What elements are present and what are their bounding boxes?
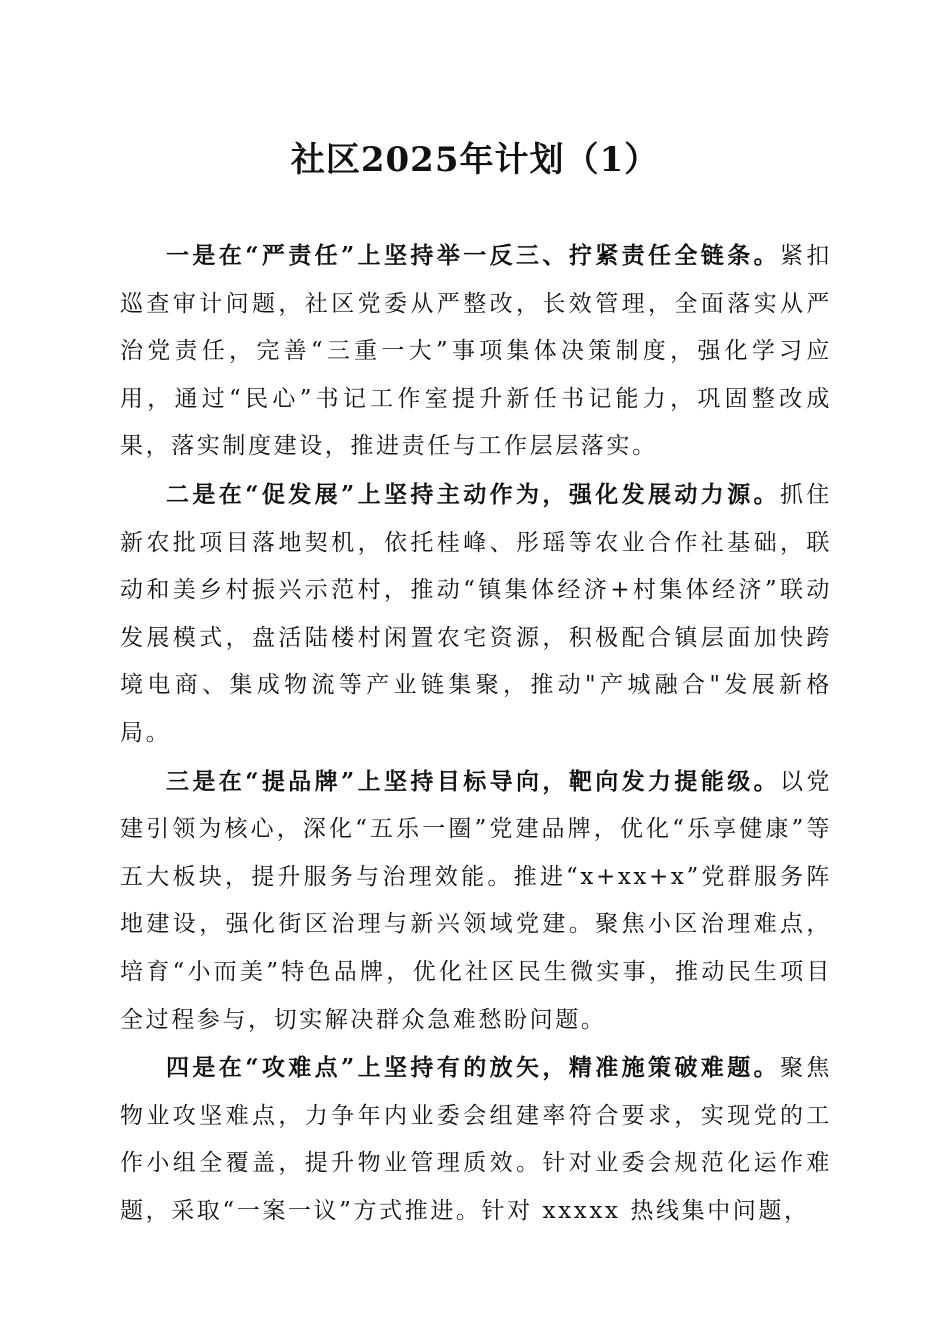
paragraph-4-lead: 四是在“攻难点”上坚持有的放矢，精准施策破难题。 [166, 1054, 780, 1082]
paragraph-2-lead: 二是在“促发展”上坚持主动作为，强化发展动力源。 [166, 480, 780, 508]
document-body [120, 232, 832, 1235]
paragraph-4-text: 聚焦物业攻坚难点，力争年内业委会组建率符合要求，实现党的工作小组全覆盖，提升物业管理质效。针对业委会规范化运作难题，采取“一案一议”方式推进。针对 xxxxx 热线集中问题， [120, 1055, 832, 1224]
paragraph-4 [120, 1044, 832, 1235]
paragraph-2-text: 抓住新农批项目落地契机，依托桂峰、彤瑶等农业合作社基础，联动和美乡村振兴示范村，推动“镇集体经济+村集体经济”联动发展模式，盘活陆楼村闲置农宅资源，积极配合镇层面加快跨境电商、集成物流等产业链集聚，推动"产城融合"发展新格局。 [120, 481, 832, 746]
paragraph-1-lead: 一是在“严责任”上坚持举一反三、拧紧责任全链条。 [166, 242, 780, 269]
paragraph-3-lead: 三是在“提品牌”上坚持目标导向，靶向发力提能级。 [166, 767, 780, 795]
paragraph-1 [120, 232, 832, 471]
paragraph-2 [120, 471, 832, 758]
document-title: 社区2025年计划（1） [290, 140, 660, 180]
paragraph-3-text: 以党建引领为核心，深化“五乐一圈”党建品牌，优化“乐享健康”等五大板块，提升服务与治理效能。推进“x+xx+x”党群服务阵地建设，强化街区治理与新兴领域党建。聚焦小区治理难点，培育“小而美”特色品牌，优化社区民生微实事，推动民生项目全过程参与，切实解决群众急难愁盼问题。 [120, 768, 832, 1033]
paragraph-1-text: 紧扣巡查审计问题，社区党委从严整改，长效管理，全面落实从严治党责任，完善“三重一大”事项集体决策制度，强化学习应用，通过“民心”书记工作室提升新任书记能力，巩固整改成果，落实制度建设，推进责任与工作层层落实。 [120, 243, 832, 460]
paragraph-3 [120, 758, 832, 1045]
